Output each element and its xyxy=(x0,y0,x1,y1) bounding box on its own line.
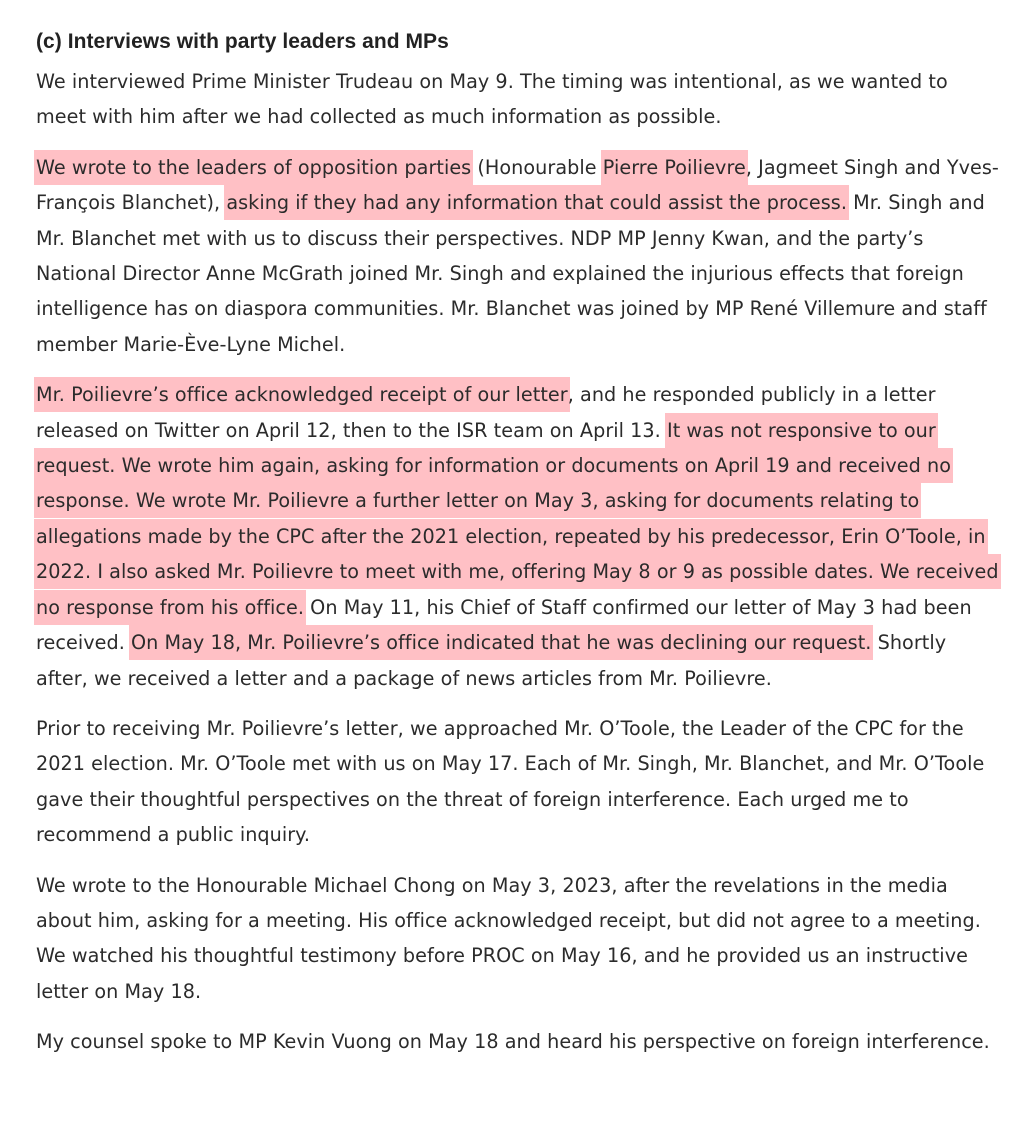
paragraph-trudeau-interview: We interviewed Prime Minister Trudeau on May 9. The timing was intentional, as we wanted to meet with him after we had collected as much information as possible. xyxy=(36,70,948,129)
highlight-declining-request: On May 18, Mr. Poilievre’s office indicated that he was declining our request. xyxy=(131,627,871,658)
text-run: Shortly after, we received a letter and a package of news articles from Mr. Poilievre. xyxy=(36,631,947,690)
text-run: , and he responded publicly in a letter released on Twitter on April 12, then to the ISR team on April 13. xyxy=(36,383,936,442)
text-run: (Honourable xyxy=(471,155,603,179)
text-run: , Jagmeet Singh and Yves-François Blanchet), xyxy=(36,155,999,215)
highlight-pierre-poilievre: Pierre Poilievre xyxy=(603,152,746,183)
text-run: Mr. Singh and Mr. Blanchet met with us to discuss their perspectives. NDP MP Jenny Kwan, and the party’s National Director Anne McGrath joined Mr. Singh and explained the injurious effects that foreign intelligence has on diaspora communities. Mr. Blanchet was joined by MP René Villemure and staff member Marie-Ève-Lyne Michel. xyxy=(36,191,987,356)
section-heading: (c) Interviews with party leaders and MPs xyxy=(36,30,449,53)
highlight-acknowledged-receipt: Mr. Poilievre’s office acknowledged receipt of our letter xyxy=(36,379,568,410)
paragraph-kevin-vuong: My counsel spoke to MP Kevin Vuong on May 18 and heard his perspective on foreign interference. xyxy=(36,1030,990,1054)
paragraph-otoole: Prior to receiving Mr. Poilievre’s letter, we approached Mr. O’Toole, the Leader of the CPC for the 2021 election. Mr. O’Toole met with us on May 17. Each of Mr. Singh, Mr. Blanchet, and Mr. O’Toole gave their thoughtful perspectives on the threat of foreign interference. Each urged me to recommend a public inquiry. xyxy=(36,716,985,847)
highlight-wrote-to-leaders: We wrote to the leaders of opposition parties xyxy=(36,152,471,183)
paragraph-poilievre-office xyxy=(36,377,1002,696)
text-run: On May 11, his Chief of Staff confirmed our letter of May 3 had been received. xyxy=(36,595,972,655)
paragraph-michael-chong: We wrote to the Honourable Michael Chong on May 3, 2023, after the revelations in the media about him, asking for a meeting. His office acknowledged receipt, but did not agree to a meeting. We watched his thoughtful testimony before PROC on May 16, and he provided us an instructive letter on May 18. xyxy=(36,873,981,1003)
paragraph-opposition-leaders xyxy=(36,150,1002,362)
highlight-not-responsive: It was not responsive to our request. We wrote him again, asking for information or documents on April 19 and received no response. We wrote Mr. Poilievre a further letter on May 3, asking for documents relating to allegations made by the CPC after the 2021 election, repeated by his predecessor, Erin O’Toole, in 2022. I also asked Mr. Poilievre to meet with me, offering May 8 or 9 as possible dates. We received no response from his office. xyxy=(36,415,999,623)
document-page xyxy=(36,28,1002,1075)
highlight-asking-information: asking if they had any information that could assist the process. xyxy=(226,187,847,218)
